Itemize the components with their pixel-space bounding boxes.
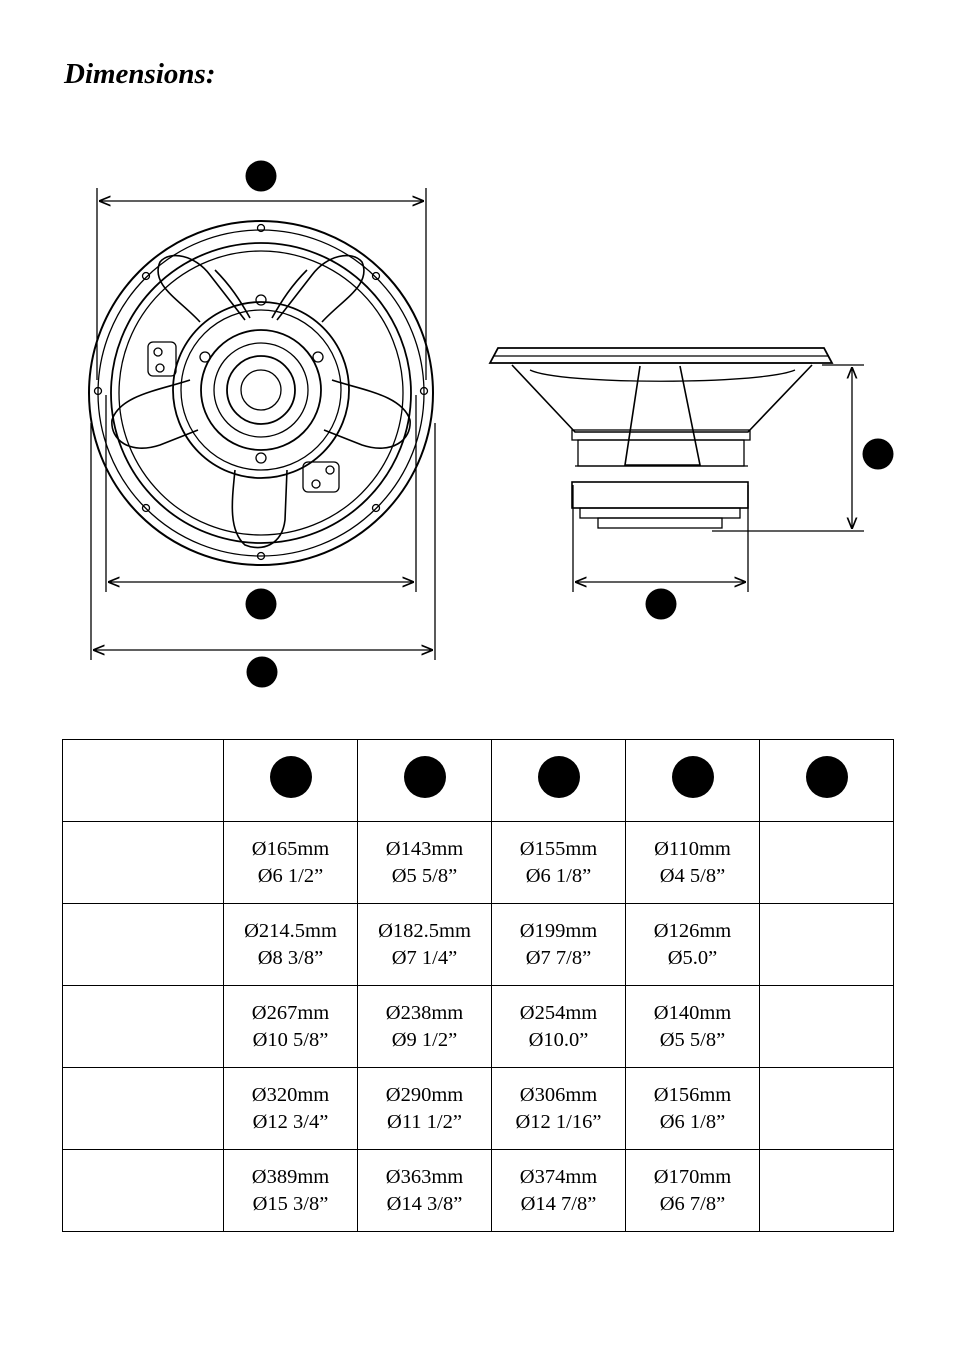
speaker-front-view xyxy=(89,221,433,565)
table-header-row xyxy=(63,740,894,822)
empty-cell xyxy=(760,822,894,904)
table-row xyxy=(63,822,894,904)
row-label-cell xyxy=(63,904,224,986)
column-marker xyxy=(806,756,848,798)
header-blank-cell xyxy=(63,740,224,822)
value-cell: Ø363mm Ø14 3/8” xyxy=(358,1150,492,1232)
row-label-cell xyxy=(63,1150,224,1232)
header-marker-cell xyxy=(760,740,894,822)
table-row xyxy=(63,986,894,1068)
value-cell: Ø182.5mm Ø7 1/4” xyxy=(358,904,492,986)
value-cell: Ø267mm Ø10 5/8” xyxy=(224,986,358,1068)
table-row xyxy=(63,1150,894,1232)
value-cell: Ø143mm Ø5 5/8” xyxy=(358,822,492,904)
value-cell: Ø110mm Ø4 5/8” xyxy=(626,822,760,904)
value-cell: Ø238mm Ø9 1/2” xyxy=(358,986,492,1068)
marker-outer-width xyxy=(247,657,278,688)
header-marker-cell xyxy=(492,740,626,822)
value-cell: Ø155mm Ø6 1/8” xyxy=(492,822,626,904)
marker-inner-width xyxy=(246,589,277,620)
value-cell: Ø170mm Ø6 7/8” xyxy=(626,1150,760,1232)
value-cell: Ø374mm Ø14 7/8” xyxy=(492,1150,626,1232)
row-label-cell xyxy=(63,822,224,904)
value-cell: Ø214.5mm Ø8 3/8” xyxy=(224,904,358,986)
value-cell: Ø126mm Ø5.0” xyxy=(626,904,760,986)
empty-cell xyxy=(760,1150,894,1232)
column-marker xyxy=(404,756,446,798)
marker-magnet-width xyxy=(646,589,677,620)
empty-cell xyxy=(760,904,894,986)
dimensions-table xyxy=(62,739,894,1232)
table-row xyxy=(63,904,894,986)
marker-top-width xyxy=(246,161,277,192)
mounting-holes xyxy=(95,225,428,560)
row-label-cell xyxy=(63,1068,224,1150)
value-cell: Ø320mm Ø12 3/4” xyxy=(224,1068,358,1150)
value-cell: Ø140mm Ø5 5/8” xyxy=(626,986,760,1068)
row-label-cell xyxy=(63,986,224,1068)
value-cell: Ø165mm Ø6 1/2” xyxy=(224,822,358,904)
empty-cell xyxy=(760,986,894,1068)
value-cell: Ø306mm Ø12 1/16” xyxy=(492,1068,626,1150)
marker-depth xyxy=(863,439,894,470)
basket-spokes xyxy=(112,256,410,548)
header-marker-cell xyxy=(224,740,358,822)
page-title: Dimensions: xyxy=(64,58,216,90)
value-cell: Ø389mm Ø15 3/8” xyxy=(224,1150,358,1232)
empty-cell xyxy=(760,1068,894,1150)
column-marker xyxy=(672,756,714,798)
table-row xyxy=(63,1068,894,1150)
column-marker xyxy=(270,756,312,798)
value-cell: Ø156mm Ø6 1/8” xyxy=(626,1068,760,1150)
value-cell: Ø290mm Ø11 1/2” xyxy=(358,1068,492,1150)
speaker-side-view xyxy=(490,348,832,528)
value-cell: Ø199mm Ø7 7/8” xyxy=(492,904,626,986)
header-marker-cell xyxy=(626,740,760,822)
column-marker xyxy=(538,756,580,798)
dimension-lines xyxy=(91,188,864,660)
header-marker-cell xyxy=(358,740,492,822)
value-cell: Ø254mm Ø10.0” xyxy=(492,986,626,1068)
